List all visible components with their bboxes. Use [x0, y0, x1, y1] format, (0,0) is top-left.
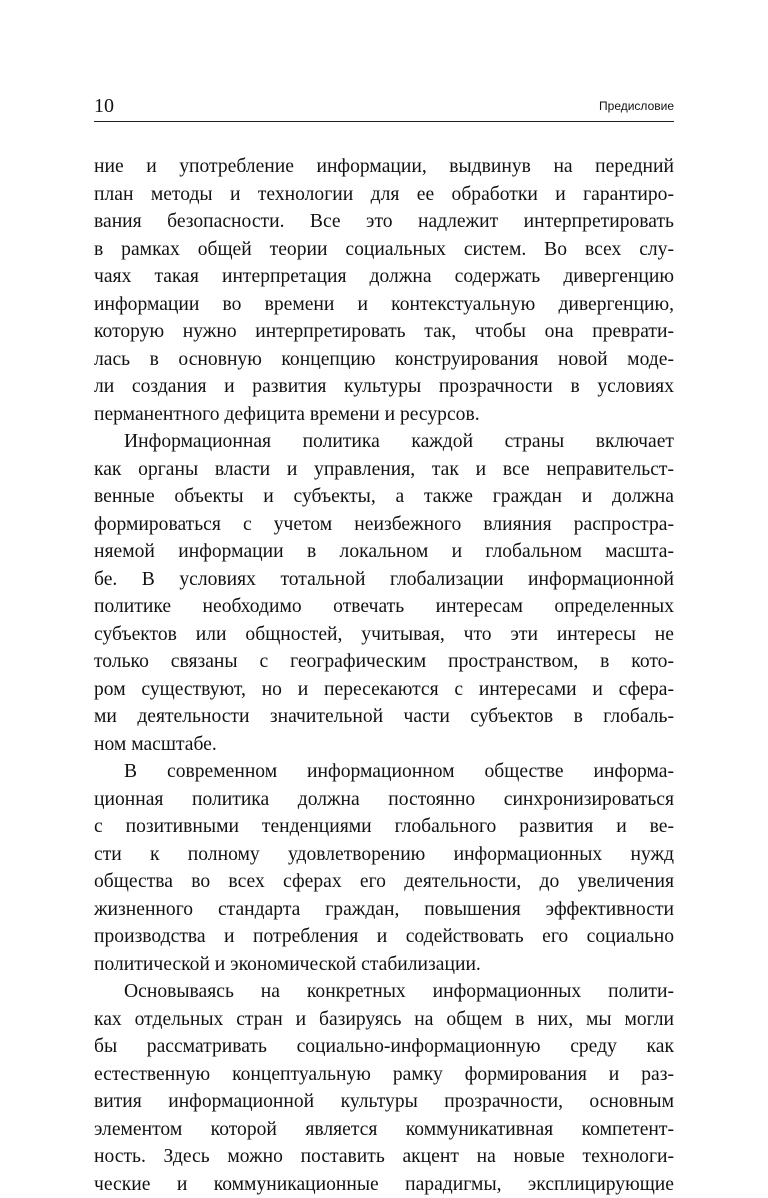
- text-line: лась в основную концепцию конструирования новой моде-: [94, 346, 674, 374]
- text-line: элементом которой является коммуникативная компетент-: [94, 1116, 674, 1144]
- text-line: вития информационной культуры прозрачности, основным: [94, 1088, 674, 1116]
- body-text: [94, 153, 674, 1198]
- text-line: няемой информации в локальном и глобальном масшта-: [94, 538, 674, 566]
- text-line: чаях такая интерпретация должна содержать дивергенцию: [94, 263, 674, 291]
- text-line: в рамках общей теории социальных систем. Во всех слу-: [94, 236, 674, 264]
- text-line: как органы власти и управления, так и все неправительст-: [94, 456, 674, 484]
- text-line: план методы и технологии для ее обработки и гарантиро-: [94, 181, 674, 209]
- text-line: формироваться с учетом неизбежного влияния распростра-: [94, 511, 674, 539]
- page-number: 10: [94, 95, 114, 117]
- text-line: производства и потребления и содействовать его социально: [94, 923, 674, 951]
- text-line: В современном информационном обществе информа-: [94, 758, 674, 786]
- text-line: бы рассматривать социально-информационную среду как: [94, 1033, 674, 1061]
- text-line: перманентного дефицита времени и ресурсов.: [94, 401, 674, 429]
- text-line: ционная политика должна постоянно синхронизироваться: [94, 786, 674, 814]
- text-line: субъектов или общностей, учитывая, что эти интересы не: [94, 621, 674, 649]
- text-line: ли создания и развития культуры прозрачности в условиях: [94, 373, 674, 401]
- text-line: жизненного стандарта граждан, повышения эффективности: [94, 896, 674, 924]
- text-line: вания безопасности. Все это надлежит интерпретировать: [94, 208, 674, 236]
- running-title: Предисловие: [599, 98, 674, 114]
- text-line: информации во времени и контекстуальную дивергенцию,: [94, 291, 674, 319]
- text-line: только связаны с географическим пространством, в кото-: [94, 648, 674, 676]
- text-line: ческие и коммуникационные парадигмы, эксплицирующие: [94, 1171, 674, 1198]
- text-line: ном масштабе.: [94, 731, 674, 759]
- text-line: общества во всех сферах его деятельности, до увеличения: [94, 868, 674, 896]
- text-line: Основываясь на конкретных информационных полити-: [94, 978, 674, 1006]
- text-line: ность. Здесь можно поставить акцент на новые технологи-: [94, 1143, 674, 1171]
- page-header: [94, 95, 674, 122]
- text-line: ние и употребление информации, выдвинув на передний: [94, 153, 674, 181]
- text-line: бе. В условиях тотальной глобализации информационной: [94, 566, 674, 594]
- text-line: ках отдельных стран и базируясь на общем в них, мы могли: [94, 1006, 674, 1034]
- text-line: естественную концептуальную рамку формирования и раз-: [94, 1061, 674, 1089]
- text-line: сти к полному удовлетворению информационных нужд: [94, 841, 674, 869]
- text-line: политике необходимо отвечать интересам определенных: [94, 593, 674, 621]
- text-line: венные объекты и субъекты, а также граждан и должна: [94, 483, 674, 511]
- text-line: которую нужно интерпретировать так, чтобы она преврати-: [94, 318, 674, 346]
- text-line: ром существуют, но и пересекаются с интересами и сфера-: [94, 676, 674, 704]
- text-line: ми деятельности значительной части субъектов в глобаль-: [94, 703, 674, 731]
- text-line: политической и экономической стабилизации.: [94, 951, 674, 979]
- text-line: Информационная политика каждой страны включает: [94, 428, 674, 456]
- text-line: с позитивными тенденциями глобального развития и ве-: [94, 813, 674, 841]
